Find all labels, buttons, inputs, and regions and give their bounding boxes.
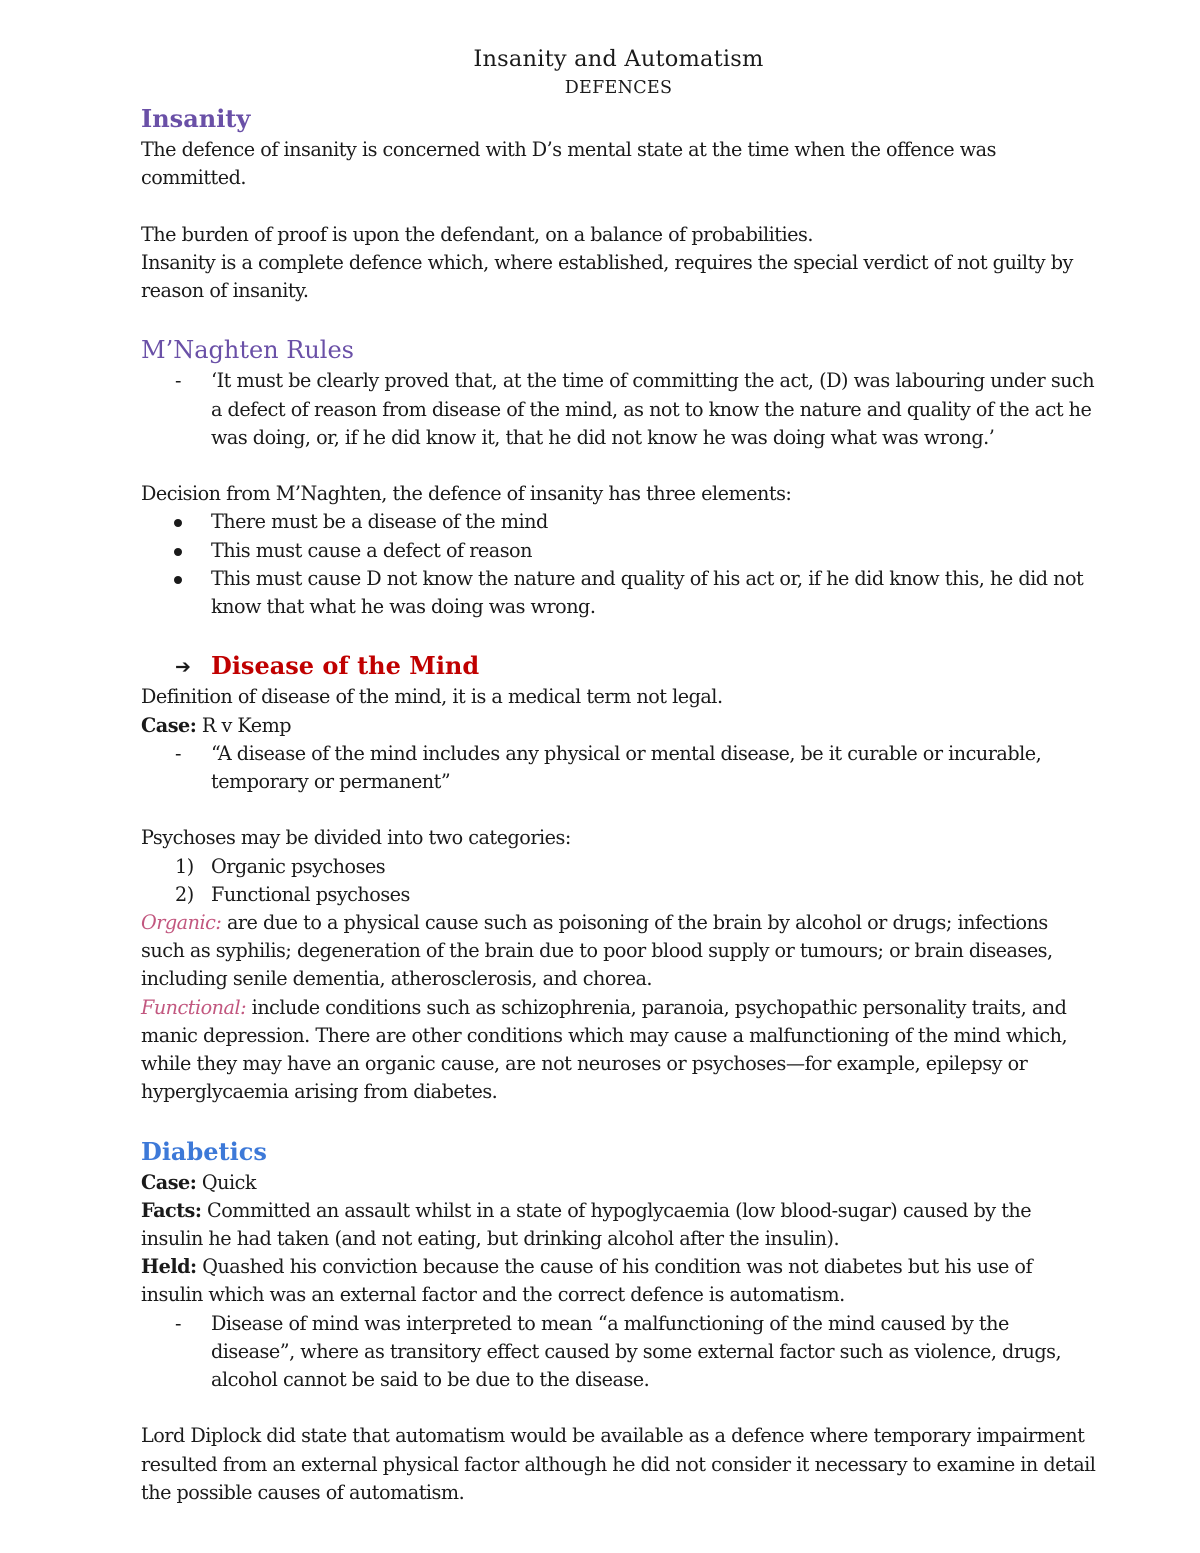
case-label: Case [141, 1170, 190, 1194]
list-item [141, 565, 1096, 621]
list-item [141, 1310, 1096, 1395]
quick-note: Disease of mind was interpreted to mean “a malfunctioning of the mind caused by the disease”, where as transitory effect caused by some external factor such as violence, drugs, alcohol cannot be said to be due to the disease. [211, 1311, 1062, 1392]
case-label: Case [141, 713, 190, 737]
element-text: This must cause D not know the nature and quality of his act or, if he did know this, he did not know that what he was doing was wrong. [211, 566, 1084, 618]
quick-note-list [141, 1310, 1096, 1395]
number-marker: 2) [175, 882, 194, 906]
complete-defence-paragraph: Insanity is a complete defence which, where established, requires the special verdict of not guilty by reason of insanity. [141, 250, 1073, 302]
case-separator: : [189, 1170, 197, 1194]
list-item [141, 740, 1096, 796]
psychoses-categories-list [141, 853, 1096, 909]
dash-marker: - [175, 1311, 181, 1335]
psychoses-intro: Psychoses may be divided into two categories: [141, 826, 571, 850]
spacer [141, 452, 1096, 480]
document-page [141, 44, 1096, 1507]
category-text: Organic psychoses [211, 854, 386, 878]
mnaghten-quote-list [141, 367, 1096, 452]
category-text: Functional psychoses [211, 882, 410, 906]
bullet-icon [174, 519, 182, 527]
facts-text: Committed an assault whilst in a state of hypoglycaemia (low blood-sugar) caused by the insulin he had taken (and not eating, but drinking alcohol after the insulin). [141, 1198, 1032, 1251]
spacer [141, 621, 1096, 649]
spacer [141, 796, 1096, 824]
bullet-icon [174, 548, 182, 556]
spacer [141, 305, 1096, 333]
held-paragraph [141, 1253, 1096, 1309]
insanity-paragraph: The defence of insanity is concerned with D’s mental state at the time when the offence was committed. [141, 138, 996, 190]
bullet-icon [174, 576, 182, 584]
diabetics-heading: Diabetics [141, 1136, 267, 1166]
spacer [141, 1394, 1096, 1422]
elements-list [141, 508, 1096, 621]
mnaghten-heading: M’Naghten Rules [141, 336, 354, 365]
element-text: There must be a disease of the mind [211, 510, 548, 534]
disease-definition: Definition of disease of the mind, it is a medical term not legal. [141, 685, 723, 709]
kemp-quote-list [141, 740, 1096, 796]
arrow-right-icon: ➔ [175, 656, 191, 679]
case-separator: : [189, 713, 197, 737]
disease-of-mind-heading [141, 649, 1096, 683]
list-item [141, 881, 1096, 909]
list-item [141, 367, 1096, 452]
case-name: Quick [196, 1170, 257, 1194]
facts-label: Facts: [141, 1198, 202, 1222]
disease-of-mind-heading-text: Disease of the Mind [211, 651, 480, 681]
functional-label: Functional: [141, 995, 247, 1019]
facts-paragraph [141, 1197, 1096, 1253]
organic-paragraph [141, 909, 1096, 994]
quick-case-line [141, 1169, 1096, 1197]
organic-text: are due to a physical cause such as poisoning of the brain by alcohol or drugs; infections such as syphilis; degeneration of the brain due to poor blood supply or tumours; or brain diseases, including senile dementia, atherosclerosis, and chorea. [141, 911, 1053, 991]
element-text: This must cause a defect of reason [211, 538, 532, 562]
dash-marker: - [175, 741, 181, 765]
case-name: R v Kemp [196, 713, 292, 737]
kemp-quote: “A disease of the mind includes any physical or mental disease, be it curable or incurable, temporary or permanent” [211, 741, 1042, 793]
document-subtitle: DEFENCES [564, 78, 673, 98]
organic-label: Organic: [141, 911, 222, 934]
held-label: Held: [141, 1255, 197, 1279]
spacer [141, 192, 1096, 220]
list-item [141, 853, 1096, 881]
decision-intro: Decision from M’Naghten, the defence of insanity has three elements: [141, 482, 792, 506]
dash-marker: - [175, 369, 181, 393]
kemp-case-line [141, 712, 1096, 740]
functional-text: include conditions such as schizophrenia, paranoia, psychopathic personality traits, and manic depression. There are other conditions which may cause a malfunctioning of the mind which, while they may have an organic cause, are not neuroses or psychoses—for example, epilepsy or hyperglycaemia arising from diabetes. [141, 995, 1068, 1104]
insanity-heading: Insanity [141, 104, 251, 133]
held-text: Quashed his conviction because the cause of his condition was not diabetes but his use of insulin which was an external factor and the correct defence is automatism. [141, 1255, 1033, 1307]
functional-paragraph [141, 994, 1096, 1107]
number-marker: 1) [175, 854, 194, 878]
list-item [141, 508, 1096, 536]
spacer [141, 1106, 1096, 1134]
list-item [141, 537, 1096, 565]
mnaghten-quote: ‘It must be clearly proved that, at the time of committing the act, (D) was labouring under such a defect of reason from disease of the mind, as not to know the nature and quality of the act he was doing, or, if he did know it, that he did not know he was doing what was wrong.’ [211, 369, 1095, 449]
burden-of-proof-paragraph: The burden of proof is upon the defendant, on a balance of probabilities. [141, 222, 813, 246]
diplock-paragraph: Lord Diplock did state that automatism would be available as a defence where temporary impairment resulted from an external physical factor although he did not consider it necessary to examine in detail the possible causes of automatism. [141, 1424, 1096, 1504]
document-title: Insanity and Automatism [473, 46, 764, 72]
